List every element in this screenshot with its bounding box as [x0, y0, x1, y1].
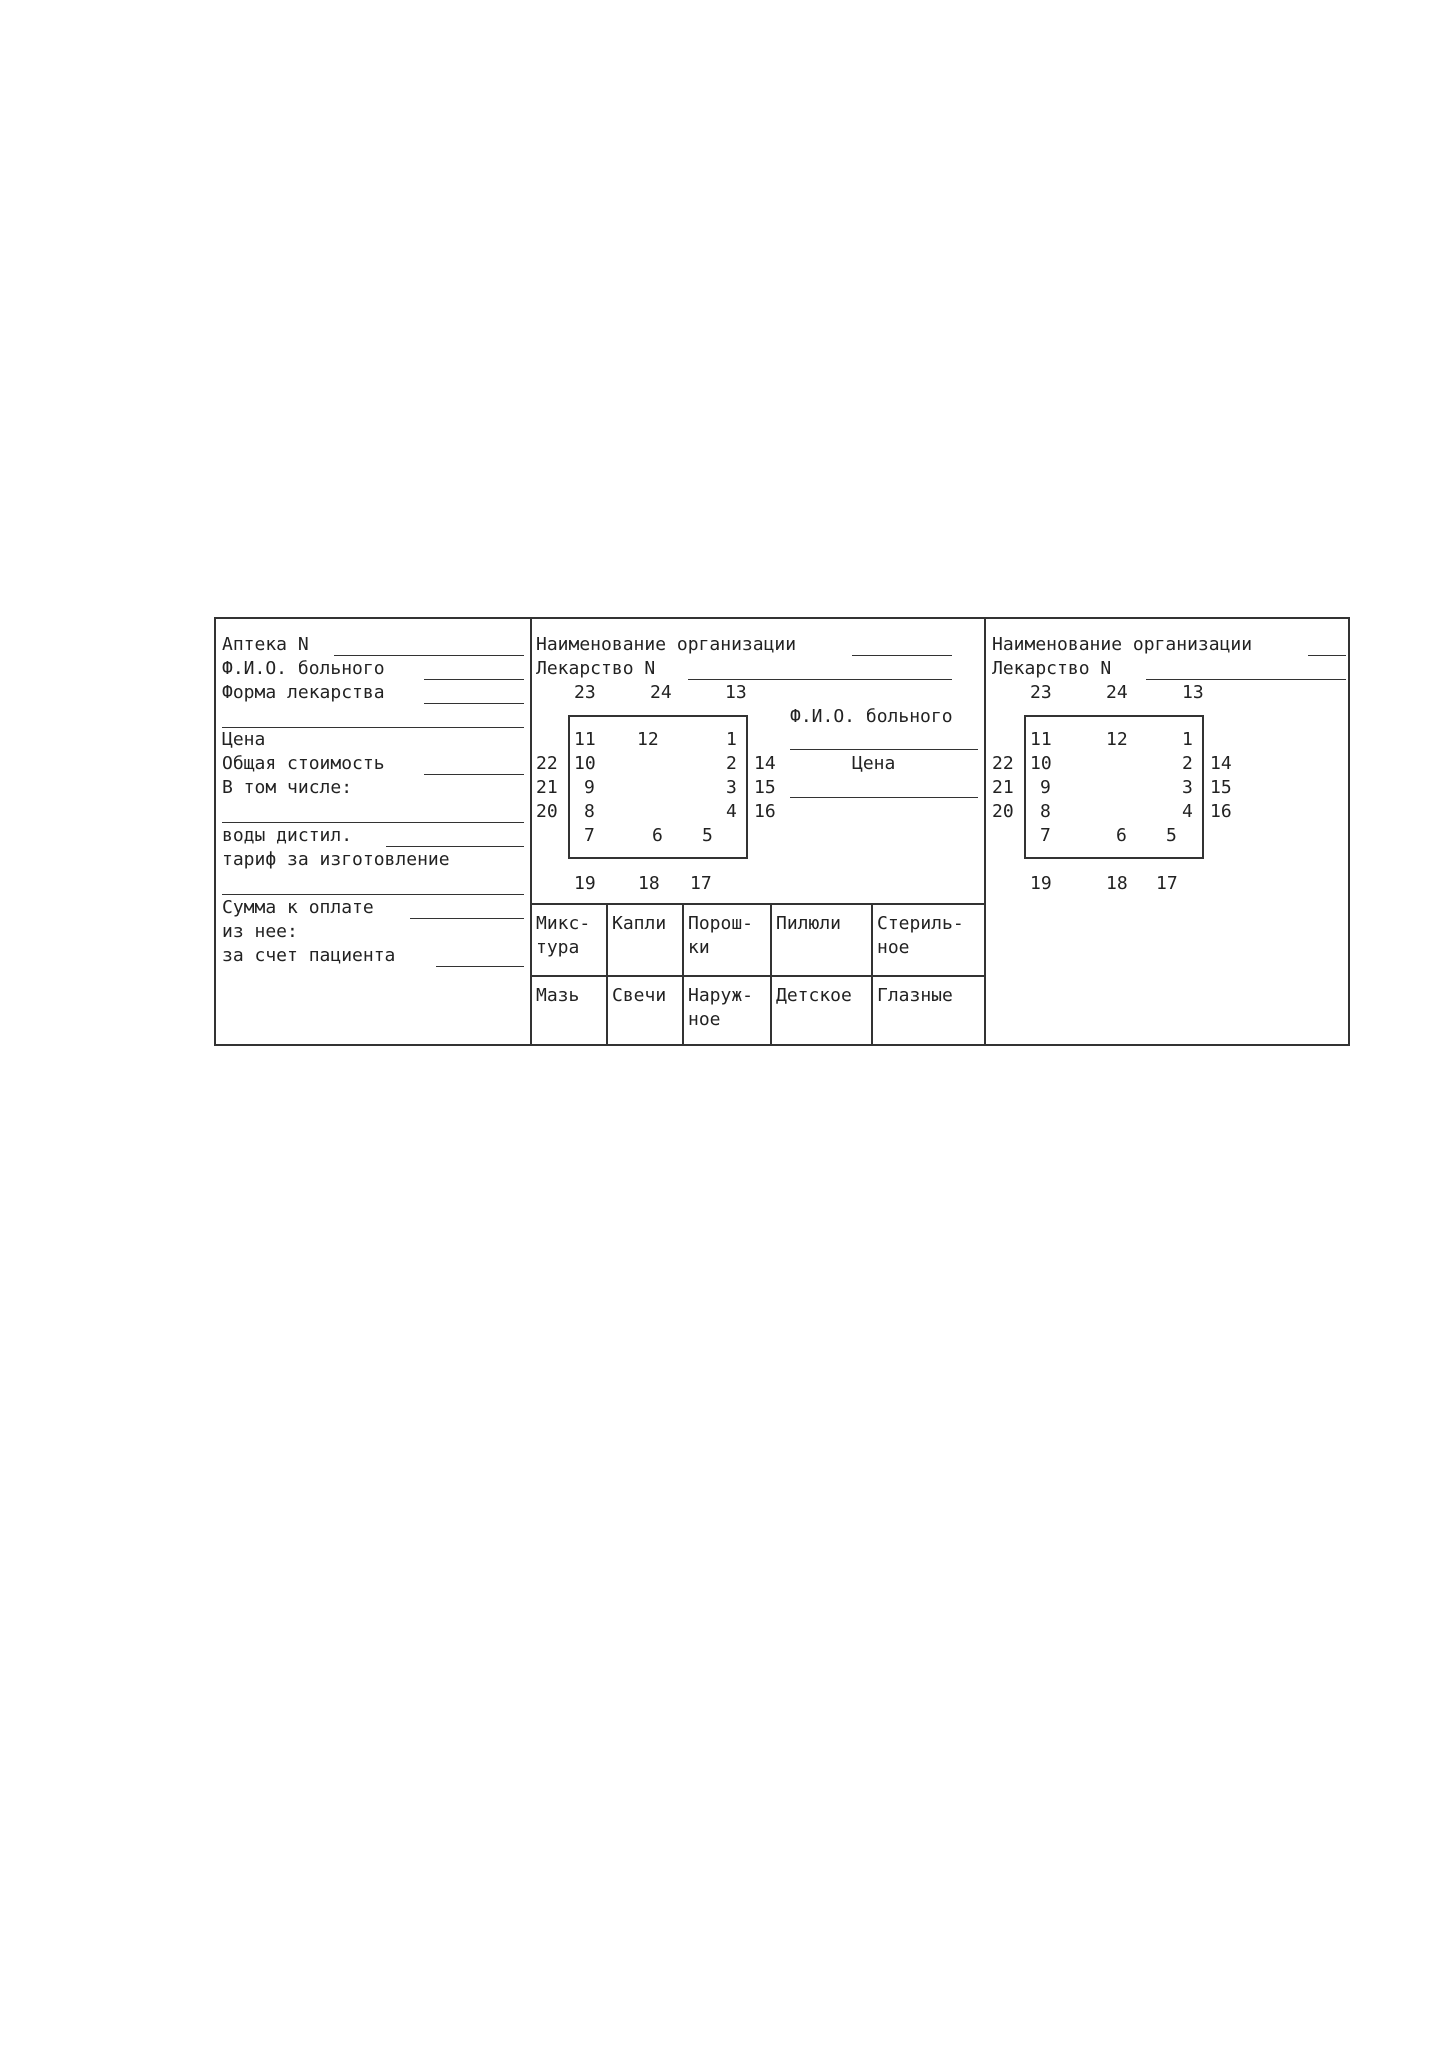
including-label: В том числе:	[222, 777, 353, 798]
type-col-divider	[606, 903, 608, 1044]
type-external[interactable]: Наруж- ное	[688, 985, 754, 1030]
sum-label: Сумма к оплате	[222, 897, 374, 918]
grid-number: 18	[1106, 873, 1128, 894]
grid-number: 12	[1106, 729, 1128, 750]
grid-number: 1	[726, 729, 737, 750]
blank-line[interactable]	[222, 727, 524, 728]
grid-number: 7	[1040, 825, 1051, 846]
of-which-label: из нее:	[222, 921, 298, 942]
grid-number: 23	[574, 682, 596, 703]
right-medicine-number-label: Лекарство N	[992, 658, 1112, 679]
grid-number: 24	[650, 682, 672, 703]
grid-number: 20	[992, 801, 1014, 822]
grid-number: 24	[1106, 682, 1128, 703]
pharmacy-number-label: Аптека N	[222, 634, 309, 655]
divider-right	[984, 619, 986, 1044]
right-org-name-label: Наименование организации	[992, 634, 1253, 655]
total-cost-label: Общая стоимость	[222, 753, 385, 774]
grid-number: 21	[536, 777, 558, 798]
water-field[interactable]	[386, 846, 524, 847]
grid-number: 1	[1182, 729, 1193, 750]
grid-number: 19	[1030, 873, 1052, 894]
type-col-divider	[871, 903, 873, 1044]
fee-label: тариф за изготовление	[222, 849, 450, 870]
grid-number: 22	[992, 753, 1014, 774]
type-table-top	[530, 903, 984, 905]
grid-number: 3	[726, 777, 737, 798]
middle-patient-name-field[interactable]	[790, 749, 978, 750]
grid-number: 6	[652, 825, 663, 846]
type-powders[interactable]: Порош- ки	[688, 913, 754, 958]
type-col-divider	[770, 903, 772, 1044]
type-eye[interactable]: Глазные	[877, 985, 953, 1006]
type-pediatric[interactable]: Детское	[776, 985, 852, 1006]
grid-number: 18	[638, 873, 660, 894]
grid-number: 3	[1182, 777, 1193, 798]
grid-number: 23	[1030, 682, 1052, 703]
grid-number: 4	[1182, 801, 1193, 822]
divider-left	[530, 619, 532, 1044]
patient-name-field[interactable]	[424, 679, 524, 680]
grid-number: 13	[1182, 682, 1204, 703]
grid-number: 14	[754, 753, 776, 774]
medicine-form-field[interactable]	[424, 703, 524, 704]
grid-number: 11	[1030, 729, 1052, 750]
grid-number: 6	[1116, 825, 1127, 846]
grid-number: 22	[536, 753, 558, 774]
type-mixture[interactable]: Микс- тура	[536, 913, 591, 958]
grid-number: 8	[584, 801, 595, 822]
type-table-middle	[530, 975, 984, 977]
grid-number: 12	[637, 729, 659, 750]
grid-number: 19	[574, 873, 596, 894]
grid-number: 10	[1030, 753, 1052, 774]
patient-pays-label: за счет пациента	[222, 945, 396, 966]
grid-number: 8	[1040, 801, 1051, 822]
medicine-number-label: Лекарство N	[536, 658, 656, 679]
middle-price-field[interactable]	[790, 797, 978, 798]
grid-number: 20	[536, 801, 558, 822]
blank-line[interactable]	[222, 894, 524, 895]
medicine-form-label: Форма лекарства	[222, 682, 385, 703]
grid-number: 2	[1182, 753, 1193, 774]
grid-number: 9	[1040, 777, 1051, 798]
org-name-label: Наименование организации	[536, 634, 797, 655]
grid-number: 10	[574, 753, 596, 774]
grid-number: 21	[992, 777, 1014, 798]
grid-number: 4	[726, 801, 737, 822]
grid-number: 14	[1210, 753, 1232, 774]
grid-number: 15	[754, 777, 776, 798]
sum-field[interactable]	[410, 918, 524, 919]
pharmacy-number-field[interactable]	[334, 655, 524, 656]
grid-number: 17	[1156, 873, 1178, 894]
type-sterile[interactable]: Стериль- ное	[877, 913, 964, 958]
grid-number: 2	[726, 753, 737, 774]
middle-patient-name-label: Ф.И.О. больного	[790, 706, 953, 727]
grid-number: 9	[584, 777, 595, 798]
type-drops[interactable]: Капли	[612, 913, 667, 934]
grid-number: 16	[754, 801, 776, 822]
patient-name-label: Ф.И.О. больного	[222, 658, 385, 679]
grid-number: 5	[1166, 825, 1177, 846]
grid-number: 11	[574, 729, 596, 750]
type-suppositories[interactable]: Свечи	[612, 985, 667, 1006]
water-label: воды дистил.	[222, 825, 353, 846]
prescription-label-form	[214, 617, 1350, 1046]
type-col-divider	[682, 903, 684, 1044]
middle-price-label: Цена	[852, 753, 896, 774]
type-pills[interactable]: Пилюли	[776, 913, 842, 934]
patient-pays-field[interactable]	[436, 966, 524, 967]
right-org-name-field[interactable]	[1308, 655, 1346, 656]
grid-number: 5	[702, 825, 713, 846]
grid-number: 7	[584, 825, 595, 846]
blank-line[interactable]	[222, 822, 524, 823]
type-ointment[interactable]: Мазь	[536, 985, 580, 1006]
org-name-field[interactable]	[852, 655, 952, 656]
grid-number: 17	[690, 873, 712, 894]
price-label: Цена	[222, 729, 266, 750]
grid-number: 16	[1210, 801, 1232, 822]
grid-number: 15	[1210, 777, 1232, 798]
medicine-number-field[interactable]	[688, 679, 952, 680]
right-medicine-number-field[interactable]	[1146, 679, 1346, 680]
total-cost-field[interactable]	[424, 774, 524, 775]
grid-number: 13	[725, 682, 747, 703]
